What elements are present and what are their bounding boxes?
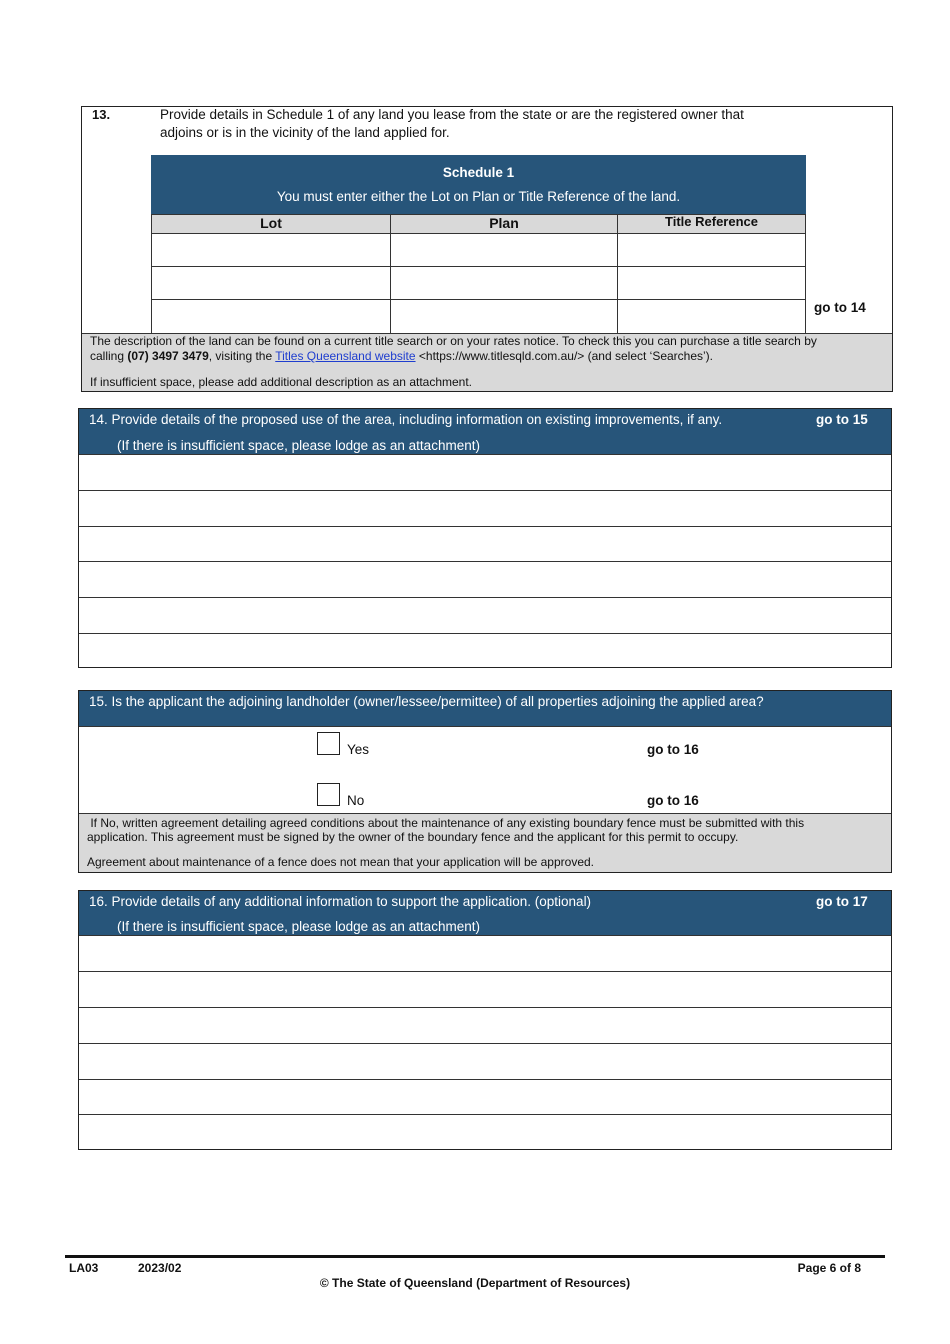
lot-input-3[interactable] xyxy=(152,300,390,333)
note-phone-number: (07) 3497 3479 xyxy=(127,349,209,363)
schedule-header xyxy=(151,155,806,214)
column-header-title-reference: Title Reference xyxy=(665,214,758,229)
q14-answer-line-6[interactable] xyxy=(79,634,891,667)
q13-note-insufficient: If insufficient space, please add additional description as an attachment. xyxy=(90,375,473,389)
q16-answer-line-1[interactable] xyxy=(79,936,891,971)
title-reference-input-2[interactable] xyxy=(618,267,805,299)
note-visiting-text: , visiting the xyxy=(208,349,276,363)
q15-note-line3: Agreement about maintenance of a fence does not mean that your application will be approved. xyxy=(87,855,594,869)
note-url-text: <https://www.titlesqld.com.au/> (and select ‘Searches’). xyxy=(415,349,714,363)
q14-answer-line-5[interactable] xyxy=(79,598,891,633)
note-calling-text: calling xyxy=(90,349,128,363)
lot-input-2[interactable] xyxy=(152,267,390,299)
q16-goto: go to 17 xyxy=(816,894,868,909)
q13-section xyxy=(81,106,893,392)
q15-note xyxy=(79,813,891,872)
q14-subtext: (If there is insufficient space, please lodge as an attachment) xyxy=(117,438,480,453)
q13-note-line1: The description of the land can be found on a current title search or on your rates notice. To check this you can purchase a title search by xyxy=(90,334,817,348)
q13-note xyxy=(82,333,892,391)
no-label: No xyxy=(347,793,365,808)
q16-answer-line-5[interactable] xyxy=(79,1080,891,1114)
q16-section xyxy=(78,890,892,1150)
q14-question: 14. Provide details of the proposed use of the area, including information on existing improvements, if any. xyxy=(89,412,723,427)
column-header-lot: Lot xyxy=(260,215,282,231)
footer-page-number: Page 6 of 8 xyxy=(797,1261,861,1275)
q14-goto: go to 15 xyxy=(816,412,868,427)
q13-note-line2 xyxy=(90,349,713,364)
lot-input-1[interactable] xyxy=(152,234,390,266)
plan-input-3[interactable] xyxy=(391,300,617,333)
titles-queensland-link[interactable]: Titles Queensland website xyxy=(275,349,416,363)
title-reference-input-3[interactable] xyxy=(618,300,805,333)
footer-copyright: © The State of Queensland (Department of Resources) xyxy=(319,1276,631,1290)
q15-note-line2: application. This agreement must be signed by the owner of the boundary fence and the applicant for this permit to occupy. xyxy=(87,830,739,844)
q15-section xyxy=(78,690,892,873)
q14-answer-line-1[interactable] xyxy=(79,455,891,490)
q16-answer-line-6[interactable] xyxy=(79,1115,891,1149)
q15-header xyxy=(79,691,891,726)
q13-goto: go to 14 xyxy=(814,300,866,315)
schedule-title: Schedule 1 xyxy=(442,165,515,180)
q13-question-line1: Provide details in Schedule 1 of any land you lease from the state or are the registered owner that xyxy=(160,107,744,122)
q15-yes-goto: go to 16 xyxy=(647,742,699,757)
q16-question: 16. Provide details of any additional information to support the application. (optional) xyxy=(89,894,592,909)
q16-answer-line-4[interactable] xyxy=(79,1044,891,1079)
title-reference-input-1[interactable] xyxy=(618,234,805,266)
yes-checkbox[interactable] xyxy=(317,732,340,755)
q16-subtext: (If there is insufficient space, please lodge as an attachment) xyxy=(117,919,480,934)
yes-label: Yes xyxy=(347,742,370,757)
q13-number: 13. xyxy=(92,107,111,122)
q14-header xyxy=(79,409,891,454)
q16-answer-line-2[interactable] xyxy=(79,972,891,1007)
q15-note-line1: If No, written agreement detailing agreed conditions about the maintenance of any existing boundary fence must be submitted with this xyxy=(87,816,805,830)
q14-answer-line-4[interactable] xyxy=(79,562,891,597)
no-checkbox[interactable] xyxy=(317,783,340,806)
q14-answer-line-2[interactable] xyxy=(79,491,891,526)
q13-question-line2: adjoins or is in the vicinity of the land applied for. xyxy=(160,125,450,140)
schedule-table xyxy=(151,214,806,333)
plan-input-1[interactable] xyxy=(391,234,617,266)
q16-header xyxy=(79,891,891,935)
q16-answer-line-3[interactable] xyxy=(79,1008,891,1043)
q14-answer-line-3[interactable] xyxy=(79,527,891,561)
footer-form-code: LA03 xyxy=(69,1261,99,1275)
q15-no-goto: go to 16 xyxy=(647,793,699,808)
q14-section xyxy=(78,408,892,668)
schedule-subtitle: You must enter either the Lot on Plan or Title Reference of the land. xyxy=(276,189,681,204)
q15-question: 15. Is the applicant the adjoining landholder (owner/lessee/permittee) of all properties adjoining the applied area? xyxy=(89,694,764,709)
footer-rule xyxy=(65,1255,885,1258)
plan-input-2[interactable] xyxy=(391,267,617,299)
column-header-plan: Plan xyxy=(489,215,519,231)
footer-version: 2023/02 xyxy=(138,1261,182,1275)
